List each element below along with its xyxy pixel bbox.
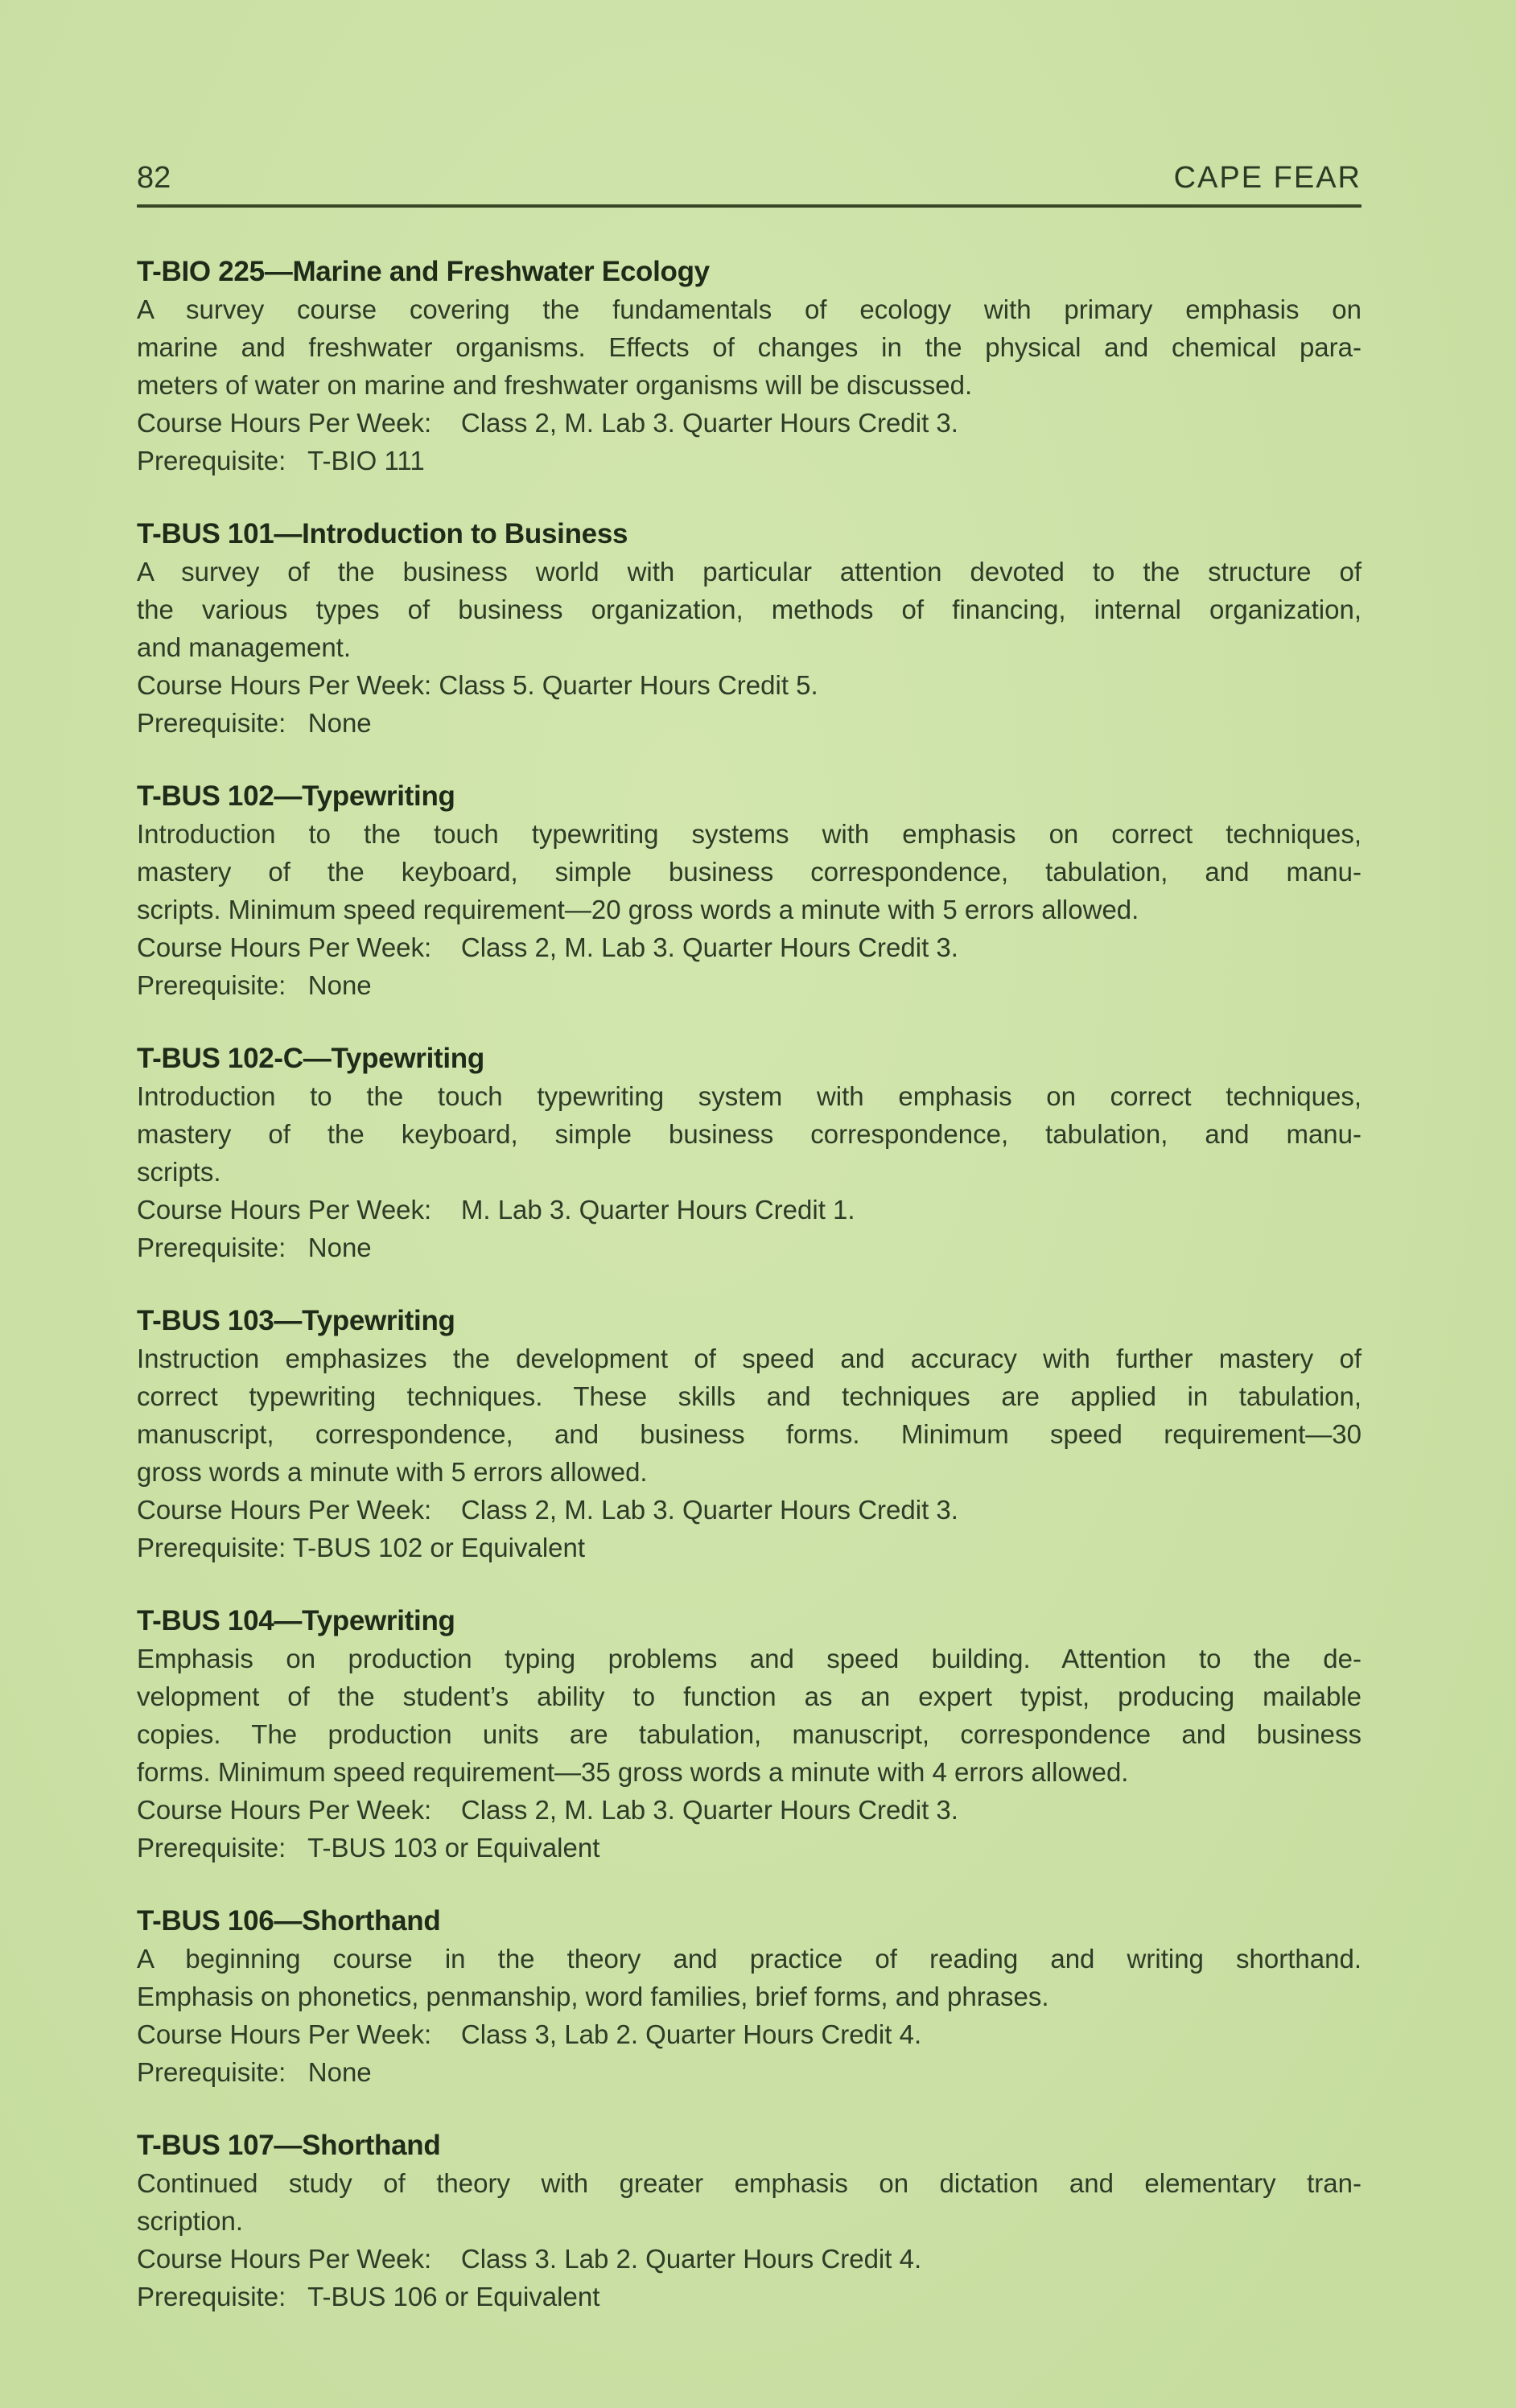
course-body-line: A survey of the business world with particular attention devoted to the structure of [137, 557, 1362, 587]
course-hours-line: Course Hours Per Week: Class 2, M. Lab 3. Quarter Hours Credit 3. [137, 408, 958, 438]
course-prerequisite-line: Prerequisite: None [137, 2057, 372, 2087]
course-body-line: correct typewriting techniques. These skills and techniques are applied in tabulation, [137, 1381, 1362, 1411]
course-body-line: copies. The production units are tabulation, manuscript, correspondence and business [137, 1719, 1362, 1749]
course-body-line: gross words a minute with 5 errors allowed. [137, 1457, 648, 1487]
course-body-line: Introduction to the touch typewriting systems with emphasis on correct techniques, [137, 819, 1362, 849]
course-section-tbus-101 [137, 515, 1362, 742]
header-rule [137, 204, 1362, 208]
course-hours-line: Course Hours Per Week: M. Lab 3. Quarter Hours Credit 1. [137, 1195, 855, 1225]
course-body-line: Continued study of theory with greater emphasis on dictation and elementary tran- [137, 2168, 1362, 2198]
course-body-line: A survey course covering the fundamentals of ecology with primary emphasis on [137, 294, 1362, 324]
course-hours-line: Course Hours Per Week: Class 3, Lab 2. Quarter Hours Credit 4. [137, 2019, 922, 2049]
course-body-line: and management. [137, 632, 352, 662]
page-number: 82 [137, 161, 171, 195]
course-section-tbus-102c [137, 1039, 1362, 1266]
course-section-tbus-102 [137, 777, 1362, 1004]
course-prerequisite-line: Prerequisite: T-BUS 106 or Equivalent [137, 2282, 600, 2311]
course-title: T-BUS 104—Typewriting [137, 1605, 455, 1636]
course-hours-line: Course Hours Per Week: Class 2, M. Lab 3. Quarter Hours Credit 3. [137, 1795, 958, 1825]
course-prerequisite-line: Prerequisite: None [137, 708, 372, 738]
course-body-line: scripts. Minimum speed requirement—20 gross words a minute with 5 errors allowed. [137, 895, 1139, 924]
course-title: T-BIO 225—Marine and Freshwater Ecology [137, 256, 710, 287]
course-body-line: Emphasis on production typing problems and speed building. Attention to the de- [137, 1644, 1362, 1673]
page-header [137, 0, 1362, 196]
course-body-line: Instruction emphasizes the development of speed and accuracy with further mastery of [137, 1344, 1362, 1373]
course-hours-line: Course Hours Per Week: Class 5. Quarter Hours Credit 5. [137, 670, 818, 700]
course-body-line: velopment of the student’s ability to function as an expert typist, producing mailable [137, 1681, 1362, 1711]
course-section-tbus-103 [137, 1302, 1362, 1566]
course-body-line: mastery of the keyboard, simple business correspondence, tabulation, and manu- [137, 857, 1362, 887]
course-hours-line: Course Hours Per Week: Class 3. Lab 2. Quarter Hours Credit 4. [137, 2244, 922, 2274]
course-section-tbus-107 [137, 2126, 1362, 2315]
course-title: T-BUS 102—Typewriting [137, 780, 455, 812]
course-section-tbus-104 [137, 1602, 1362, 1867]
course-body-line: marine and freshwater organisms. Effects of changes in the physical and chemical para- [137, 332, 1362, 362]
course-prerequisite-line: Prerequisite: T-BUS 102 or Equivalent [137, 1533, 586, 1562]
course-title: T-BUS 101—Introduction to Business [137, 518, 628, 550]
course-prerequisite-line: Prerequisite: None [137, 1233, 372, 1262]
course-prerequisite-line: Prerequisite: T-BIO 111 [137, 446, 425, 475]
course-prerequisite-line: Prerequisite: T-BUS 103 or Equivalent [137, 1833, 600, 1863]
course-hours-line: Course Hours Per Week: Class 2, M. Lab 3. Quarter Hours Credit 3. [137, 1495, 958, 1525]
course-prerequisite-line: Prerequisite: None [137, 970, 372, 1000]
course-body-line: Introduction to the touch typewriting system with emphasis on correct techniques, [137, 1081, 1362, 1111]
running-title: CAPE FEAR [1173, 161, 1362, 195]
course-section-tbio-225 [137, 253, 1362, 480]
course-body-line: A beginning course in the theory and practice of reading and writing shorthand. [137, 1944, 1362, 1974]
course-title: T-BUS 106—Shorthand [137, 1905, 441, 1937]
course-title: T-BUS 103—Typewriting [137, 1305, 455, 1336]
course-body-line: mastery of the keyboard, simple business correspondence, tabulation, and manu- [137, 1119, 1362, 1149]
course-hours-line: Course Hours Per Week: Class 2, M. Lab 3. Quarter Hours Credit 3. [137, 932, 958, 962]
course-body-line: forms. Minimum speed requirement—35 gross words a minute with 4 errors allowed. [137, 1757, 1129, 1787]
course-title: T-BUS 102-C—Typewriting [137, 1043, 484, 1074]
course-body-line: Emphasis on phonetics, penmanship, word families, brief forms, and phrases. [137, 1982, 1049, 2011]
course-body-line: scripts. [137, 1157, 221, 1187]
course-section-tbus-106 [137, 1902, 1362, 2091]
course-body-line: meters of water on marine and freshwater organisms will be discussed. [137, 370, 973, 400]
course-body-line: manuscript, correspondence, and business forms. Minimum speed requirement—30 [137, 1419, 1362, 1449]
course-title: T-BUS 107—Shorthand [137, 2130, 441, 2161]
course-body-line: scription. [137, 2206, 244, 2236]
course-body-line: the various types of business organization, methods of financing, internal organization, [137, 595, 1362, 624]
